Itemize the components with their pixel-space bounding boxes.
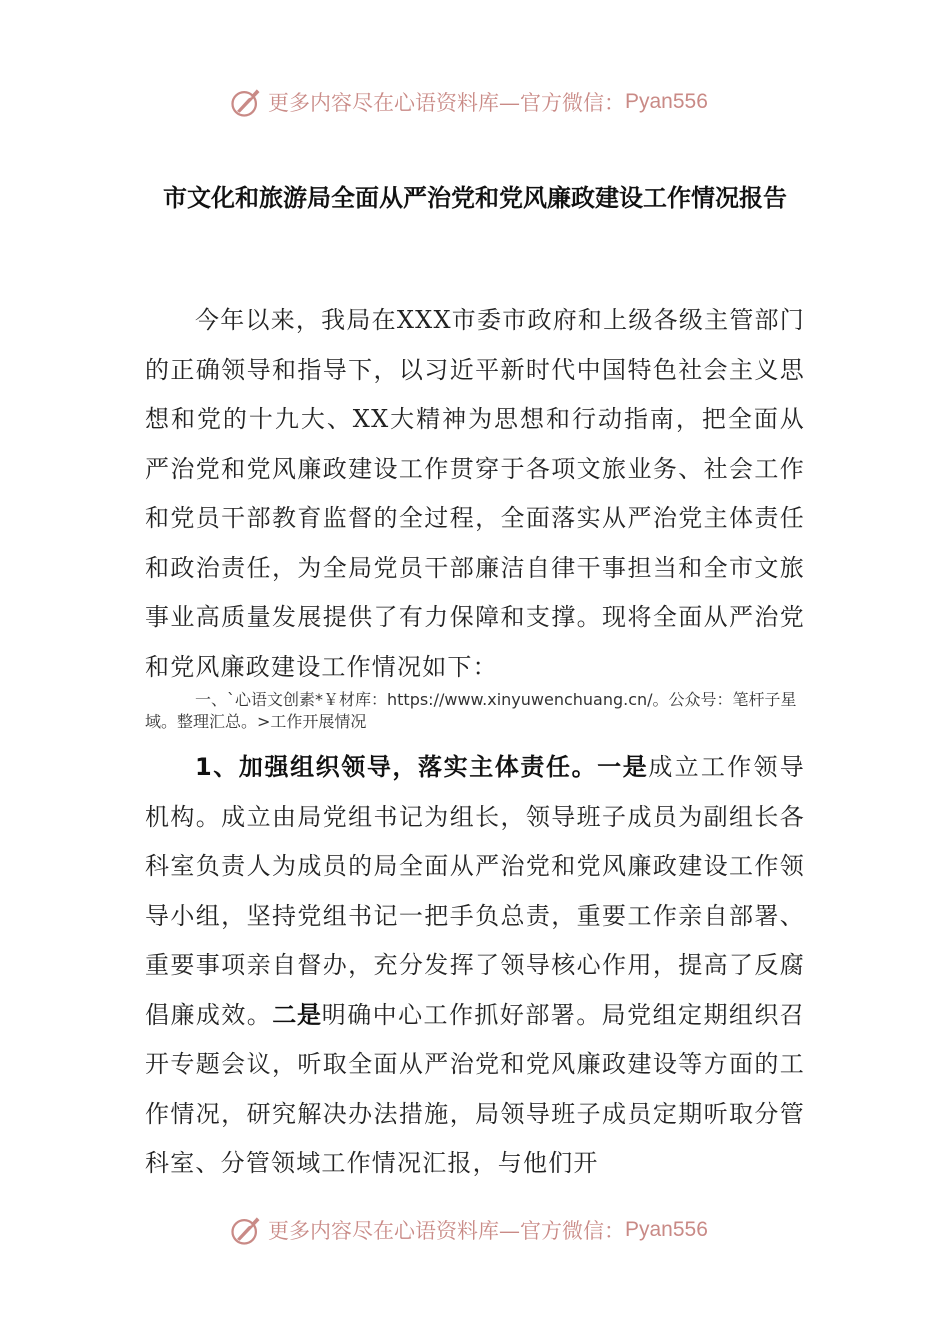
watermark-footer — [0, 1210, 950, 1250]
watermark-wechat-id: Pyan556 — [625, 1218, 708, 1241]
quill-logo-icon — [228, 1212, 264, 1248]
watermark-wechat-id: Pyan556 — [625, 90, 708, 113]
intro-paragraph: 今年以来，我局在XXX市委市政府和上级各级主管部门的正确领导和指导下，以习近平新时代中国特色社会主义思想和党的十九大、XX大精神为思想和行动指南，把全面从严治党和党风廉政建设工作贯穿于各项文旅业务、社会工作和党员干部教育监督的全过程，全面落实从严治党主体责任和政治责任，为全局党员干部廉洁自律干事担当和全市文旅事业高质量发展提供了有力保障和支撑。现将全面从严治党和党风廉政建设工作情况如下： — [145, 306, 805, 681]
quill-logo-icon — [228, 84, 264, 120]
item-1-text-1: 成立工作领导机构。成立由局党组书记为组长，领导班子成员为副组长各科室负责人为成员的局全面从严治党和党风廉政建设工作领导小组，坚持党组书记一把手负总责，重要工作亲自部署、重要事项亲自督办，充分发挥了领导核心作用，提高了反腐倡廉成效。 — [145, 753, 805, 1029]
item-1-paragraph — [145, 743, 805, 1189]
watermark-text: 更多内容尽在心语资料库—官方微信： — [268, 91, 625, 115]
watermark-header — [0, 82, 950, 122]
item-1-text-2: 明确中心工作抓好部署。局党组定期组织召开专题会议，听取全面从严治党和党风廉政建设等方面的工作情况，研究解决办法措施，局领导班子成员定期听取分管科室、分管领域工作情况汇报，与他们开 — [145, 1000, 806, 1177]
section-heading: 一、`心语文创素*￥材库：https://www.xinyuwenchuang.cn/。公众号：笔杆子星域。整理汇总。>工作开展情况 — [145, 690, 797, 731]
document-title: 市文化和旅游局全面从严治党和党风廉政建设工作情况报告 — [163, 184, 787, 212]
item-1-lead-2: 二是 — [272, 1000, 322, 1029]
item-1-heading: 1、加强组织领导，落实主体责任。 — [195, 753, 598, 781]
item-1-lead-1: 一是 — [597, 753, 649, 781]
watermark-text: 更多内容尽在心语资料库—官方微信： — [268, 1219, 625, 1243]
